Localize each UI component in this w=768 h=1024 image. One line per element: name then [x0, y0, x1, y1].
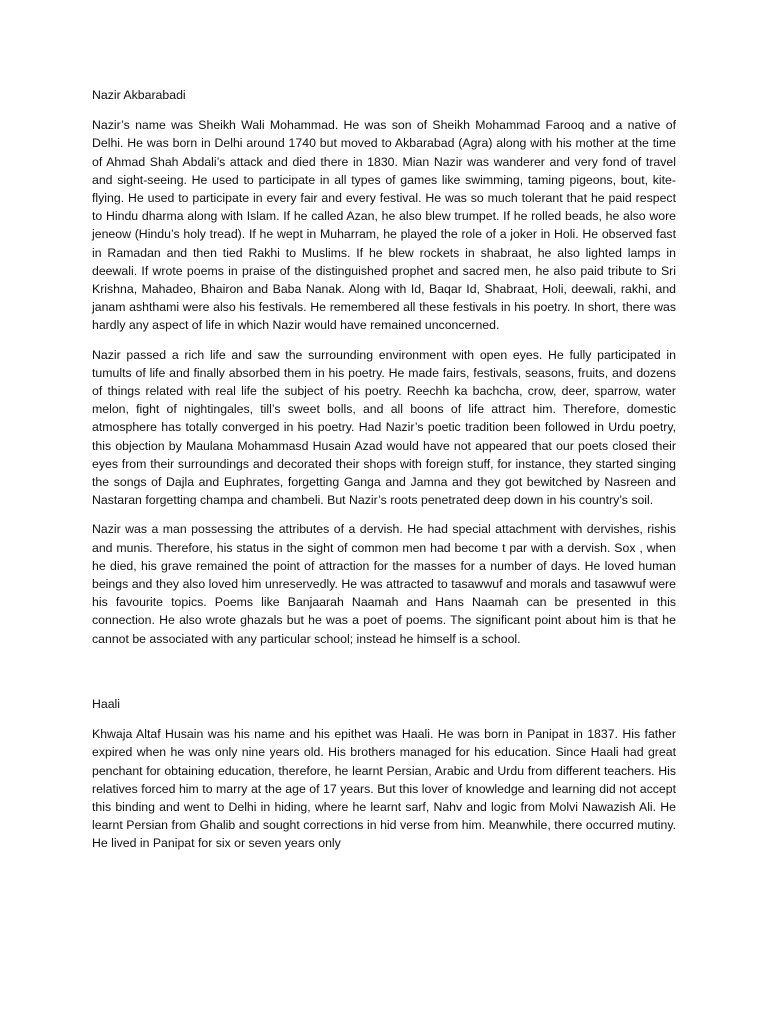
section-heading-nazir: Nazir Akbarabadi [92, 88, 186, 102]
section-spacer [92, 659, 676, 695]
paragraph-nazir-life: Nazir passed a rich life and saw the surrounding environment with open eyes. He fully participated in tumults of life and finally absorbed them in his poetry. He made fairs, festivals, seasons, fruits, and dozens of things related with real life the subject of his poetry. Reechh ka bachcha, crow, deer, sparrow, water melon, fight of nightingales, till’s sweet bolls, and all boons of life attract him. Therefore, domestic atmosphere has totally converged in his poetry. Had Nazir’s poetic tradition been followed in Urdu poetry, this objection by Maulana Mohammasd Husain Azad would have not appeared that our poets closed their eyes from their surroundings and decorated their shops with foreign stuff, for instance, they started singing the songs of Dajla and Euphrates, forgetting Ganga and Jamna and they got bewitched by Nasreen and Nastaran forgetting champa and chambeli. But Nazir’s roots penetrated deep down in his country’s soil. [92, 347, 676, 508]
paragraph-nazir-bio: Nazir’s name was Sheikh Wali Mohammad. He was son of Sheikh Mohammad Farooq and a native of Delhi. He was born in Delhi around 1740 but moved to Akbarabad (Agra) along with his mother at the time of Ahmad Shah Abdali’s attack and died there in 1830. Mian Nazir was wanderer and very fond of travel and sight-seeing. He used to participate in all types of games like swimming, taming pigeons, bout, kite-flying. He used to participate in every fair and every festival. He was so much tolerant that he paid respect to Hindu dharma along with Islam. If he called Azan, he also blew trumpet. If he rolled beads, he also wore jeneow (Hindu’s holy tread). If he wept in Muharram, he played the role of a joker in Holi. He observed fast in Ramadan and then tied Rakhi to Muslims. If he blew rockets in shabraat, he also lighted lamps in deewali. If wrote poems in praise of the distinguished prophet and sacred men, he also paid tribute to Sri Krishna, Mahadeo, Bhairon and Baba Nanak. Along with Id, Baqar Id, Shabraat, Holi, deewali, rakhi, and janam ashthami were also his festivals. He remembered all these festivals in his poetry. In short, there was hardly any aspect of life in which Nazir would have remained unconcerned. [92, 118, 676, 333]
document-page [92, 86, 676, 864]
section-heading-haali: Haali [92, 696, 121, 711]
paragraph-haali-bio: Khwaja Altaf Husain was his name and his epithet was Haali. He was born in Panipat in 1837. His father expired when he was only nine years old. His brothers managed for his education. Since Haali had great penchant for obtaining education, therefore, he learnt Persian, Arabic and Urdu from different teachers. His relatives forced him to marry at the age of 17 years. But this lover of knowledge and learning did not accept this binding and went to Delhi in hiding, where he learnt sarf, Nahv and logic from Molvi Nawazish Ali. He learnt Persian from Ghalib and sought corrections in hid verse from him. Meanwhile, there occurred mutiny. He lived in Panipat for six or seven years only [92, 727, 676, 851]
paragraph-nazir-dervish: Nazir was a man possessing the attributes of a dervish. He had special attachment with dervishes, rishis and munis. Therefore, his status in the sight of common men had become t par with a dervish. Sox , when he died, his grave remained the point of attraction for the masses for a number of days. He loved human beings and they also loved him unreservedly. He was attracted to tasawwuf and morals and tasawwuf were his favourite topics. Poems like Banjaarah Naamah and Hans Naamah can be presented in this connection. He also wrote ghazals but he was a poet of poems. The significant point about him is that he cannot be associated with any particular school; instead he himself is a school. [92, 522, 676, 646]
